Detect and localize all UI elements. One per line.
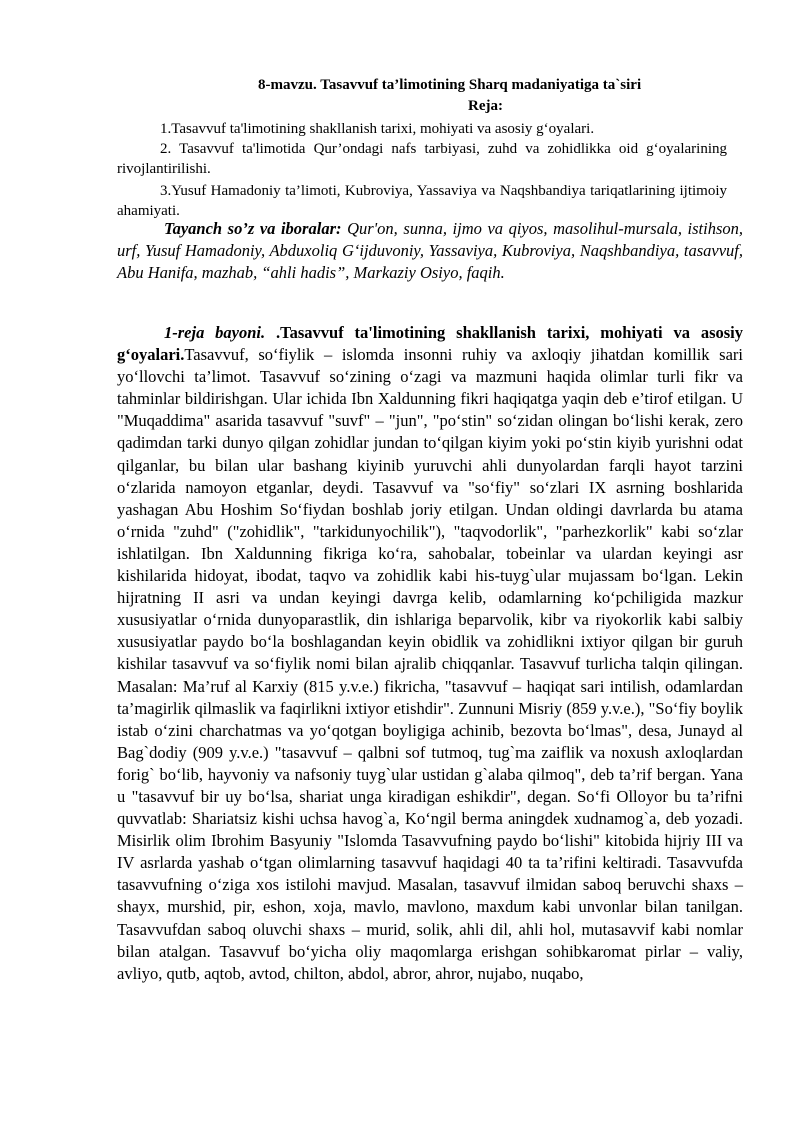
topic-title xyxy=(258,77,641,94)
plan-item-3 xyxy=(117,181,727,221)
plan-heading: Reja: xyxy=(468,98,503,114)
section-1-label: 1-reja bayoni. xyxy=(164,323,266,342)
keywords-paragraph xyxy=(117,218,743,284)
topic-title-text: mavzu. Tasavvuf ta’limotining Sharq madaniyatiga ta`siri xyxy=(270,77,642,93)
plan-item-2-text: 2. Tasavvuf ta'limotida Qur’ondagi nafs tarbiyasi, zuhd va zohidlikka oid g‘oyalarining rivojlantirilishi. xyxy=(117,141,727,177)
section-1-text: Tasavvuf, so‘fiylik – islomda insonni ruhiy va axloqiy jihatdan komillik sari yo‘llovchi ta’limot. Tasavvuf so‘zining o‘zagi va mazmuni haqida olimlar turli fikr va tahminlar bildirishgan. Ular ichida Ibn Xaldunning fikri haqiqatga yaqin deb e’tirof etilgan. U "Muqaddima" asarida tasavvuf "suvf" – "jun", "po‘stin" so‘zidan olingan bo‘lishi kerak, zero qadimdan tarki dunyo qilgan zohidlar jundan to‘qilgan kiyim yoki po‘stin kiyib yurishni odat qilganlar, bu bilan ular bashang kiyinib yuruvchi ahli dunyolardan farqli hayot tarzini o‘zlarida namoyon etganlar, deydi. Tasavvuf va "so‘fiy" so‘zlari IX asrning boshlarida yashagan Abu Hoshim So‘fiydan boshlab joriy etilgan. Undan oldingi davrlarda bu atama o‘rnida "zuhd" ("zohidlik", "tarkidunyochilik"), "taqvodorlik", "parhezkorlik" kabi so‘zlar ishlatilgan. Ibn Xaldunning fikriga ko‘ra, sahobalar, tobeinlar va ulardan keyingi asr kishilarida hidoyat, ibodat, taqvo va zohidlik kabi his-tuyg`ular mujassam bo‘lgan. Lekin hijratning II asri va undan keyingi davrga kelib, odamlarning ko‘pchiligida mazkur xususiyatlar o‘rnida dunyoparastlik, din ishlariga beparvolik, kibr va riyokorlik kabi salbiy xususiyatlar paydo bo‘la boshlagandan keyin obidlik va zohidlikni ixtiyor qilgan bir guruh kishilar tasavvuf va so‘fiylik nomi bilan ajralib chiqqanlar. Tasavvuf turlicha talqin qilingan. Masalan: Ma’ruf al Karxiy (815 y.v.e.) fikricha, "tasavvuf – haqiqat sari intilish, odamlardan ta’magirlik qilmaslik va faqirlikni ixtiyor etishdir". Zunnuni Misriy (859 y.v.e.), "So‘fiy boylik istab o‘zini charchatmas va yo‘qotgan boyligiga achinib, bezovta bo‘lmas", desa, Junayd al Bag`dodiy (909 y.v.e.) "tasavvuf – qalbni sof tutmoq, tug`ma zaiflik va noxush axloqlardan forig` bo‘lib, hayvoniy va nafsoniy tuyg`ular ustidan g`alaba qilmoq", deb ta’rif bergan. Yana u "tasavvuf bir uy bo‘lsa, shariat unga kiradigan eshikdir", degan. So‘fi Olloyor bu ta’rifni quvvatlab: Shariatsiz kishi uchsa havog`a, Ko‘ngil berma aningdek xudnamog`a, deb yozadi. Misirlik olim Ibrohim Basyuniy "Islomda Tasavvufning paydo bo‘lishi" kitobida hijriy III va IV asrlarda yashab o‘tgan olimlarning tasavvuf haqidagi 40 ta ta’rifini keltiradi. Tasavvufda tasavvufning o‘ziga xos istilohi mavjud. Masalan, tasavvuf ilmidan saboq beruvchi shaxs – shayx, murshid, pir, eshon, xoja, mavlo, mavlono, maxdum kabi unvonlar bilan tanilgan. Tasavvufdan saboq oluvchi shaxs – murid, solik, ahli dil, ahli hol, mutasavvif kabi nomlar bilan atalgan. Tasavvuf bo‘yicha oliy maqomlarga erishgan sohibkaromat pirlar – valiy, avliyo, qutb, aqtob, avtod, chilton, abdol, abror, ahror, nujabo, nuqabo, xyxy=(117,345,743,983)
keywords-text: Qur'on, sunna, ijmo va qiyos, masolihul-mursala, istihson, urf, Yusuf Hamadoniy, Abduxoliq G‘ijduvoniy, Yassaviya, Kubroviya, Naqshbandiya, tasavvuf, Abu Hanifa, mazhab, “ahli hadis”, Markaziy Osiyo, faqih. xyxy=(117,219,743,282)
plan-item-3-text: 3.Yusuf Hamadoniy ta’limoti, Kubroviya, Yassaviya va Naqshbandiya tariqatlarining ijtimoiy ahamiyati. xyxy=(117,183,727,219)
keywords-label: Tayanch so’z va iboralar: xyxy=(164,219,342,238)
topic-number: 8- xyxy=(258,77,271,93)
plan-item-2 xyxy=(117,139,727,179)
section-1-paragraph xyxy=(117,322,743,985)
section-1-title: .Tasavvuf ta'limotining shakllanish tarixi, mohiyati va asosiy g‘oyalari. xyxy=(117,323,743,365)
plan-item-1: 1.Tasavvuf ta'limotining shakllanish tarixi, mohiyati va asosiy g‘oyalari. xyxy=(160,121,595,137)
